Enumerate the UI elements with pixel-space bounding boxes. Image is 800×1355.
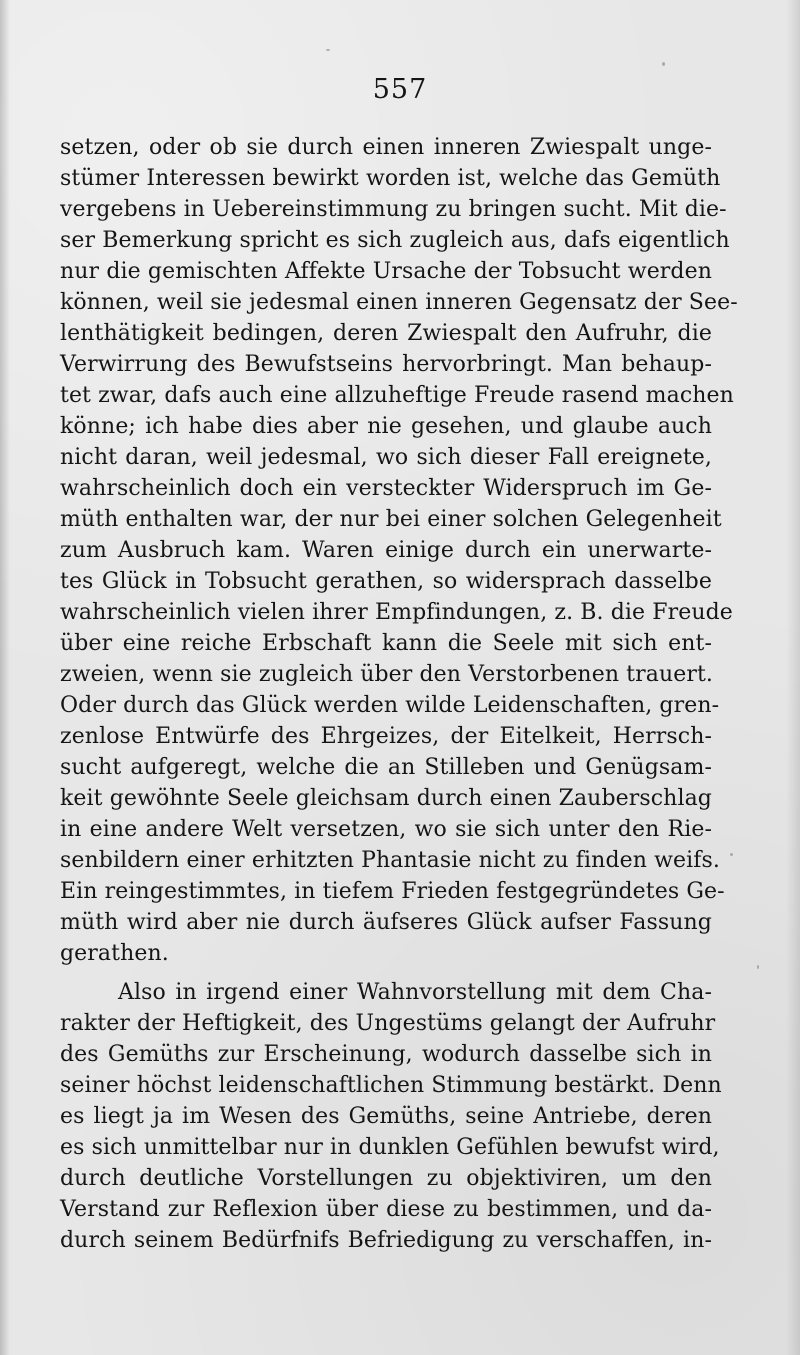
page-left-shadow <box>0 0 10 1355</box>
text-line: können, weil sie jedesmal einen inneren Gegensatz der See- <box>60 290 738 315</box>
text-line: wahrscheinlich vielen ihrer Empfindungen, z. B. die Freude <box>60 600 733 625</box>
paragraph-start-line: Also in irgend einer Wahnvorstellung mit dem Cha- <box>118 980 712 1005</box>
text-line: tet zwar, dafs auch eine allzuheftige Freude rasend machen <box>60 383 734 408</box>
text-line: sucht aufgeregt, welche die an Stilleben und Genügsam- <box>60 755 712 780</box>
text-line: setzen, oder ob sie durch einen inneren Zwiespalt unge- <box>60 135 712 160</box>
text-line: zweien, wenn sie zugleich über den Verstorbenen trauert. <box>60 662 713 687</box>
text-line: durch deutliche Vorstellungen zu objektiviren, um den <box>60 1166 712 1191</box>
text-line: stümer Interessen bewirkt worden ist, welche das Gemüth <box>60 166 721 191</box>
text-line: nur die gemischten Affekte Ursache der Tobsucht werden <box>60 259 712 284</box>
text-line: müth wird aber nie durch äufseres Glück aufser Fassung <box>60 910 712 935</box>
paper-speck <box>662 62 665 66</box>
text-line: in eine andere Welt versetzen, wo sie sich unter den Rie- <box>60 817 712 842</box>
paper-speck <box>730 853 733 856</box>
text-line: tes Glück in Tobsucht gerathen, so widersprach dasselbe <box>60 569 712 594</box>
text-line: durch seinem Bedürfnifs Befriedigung zu verschaffen, in- <box>60 1228 712 1253</box>
text-line: über eine reiche Erbschaft kann die Seele mit sich ent- <box>60 631 712 656</box>
paragraph-end-line: gerathen. <box>60 941 169 966</box>
page-right-shadow <box>786 0 800 1355</box>
text-line: rakter der Heftigkeit, des Ungestüms gelangt der Aufruhr <box>60 1011 716 1036</box>
paper-speck <box>757 965 759 969</box>
text-line: ser Bemerkung spricht es sich zugleich aus, dafs eigentlich <box>60 228 730 253</box>
text-line: seiner höchst leidenschaftlichen Stimmung bestärkt. Denn <box>60 1073 722 1098</box>
text-line: lenthätigkeit bedingen, deren Zwiespalt den Aufruhr, die <box>60 321 712 346</box>
text-line: keit gewöhnte Seele gleichsam durch einen Zauberschlag <box>60 786 712 811</box>
text-line: wahrscheinlich doch ein versteckter Widerspruch im Ge- <box>60 476 712 501</box>
text-line: nicht daran, weil jedesmal, wo sich dieser Fall ereignete, <box>60 445 712 470</box>
text-line: Oder durch das Glück werden wilde Leidenschaften, gren- <box>60 693 720 718</box>
text-line: es liegt ja im Wesen des Gemüths, seine Antriebe, deren <box>60 1104 712 1129</box>
text-line: vergebens in Uebereinstimmung zu bringen sucht. Mit die- <box>60 197 727 222</box>
text-line: senbildern einer erhitzten Phantasie nicht zu finden weifs. <box>60 848 721 873</box>
text-line: zum Ausbruch kam. Waren einige durch ein unerwarte- <box>60 538 712 563</box>
text-line: zenlose Entwürfe des Ehrgeizes, der Eitelkeit, Herrsch- <box>60 724 712 749</box>
body-text <box>60 132 738 1256</box>
text-line: Ein reingestimmtes, in tiefem Frieden festgegründetes Ge- <box>60 879 725 904</box>
text-line: könne; ich habe dies aber nie gesehen, und glaube auch <box>60 414 712 439</box>
text-line: Verstand zur Reflexion über diese zu bestimmen, und da- <box>60 1197 712 1222</box>
text-line: es sich unmittelbar nur in dunklen Gefühlen bewufst wird, <box>60 1135 720 1160</box>
text-line: müth enthalten war, der nur bei einer solchen Gelegenheit <box>60 507 722 532</box>
text-line: Verwirrung des Bewufstseins hervorbringt. Man behaup- <box>60 352 712 377</box>
text-line: des Gemüths zur Erscheinung, wodurch dasselbe sich in <box>60 1042 712 1067</box>
paragraph-gap <box>60 969 712 977</box>
page-number: 557 <box>372 74 428 105</box>
paper-speck <box>326 49 330 51</box>
